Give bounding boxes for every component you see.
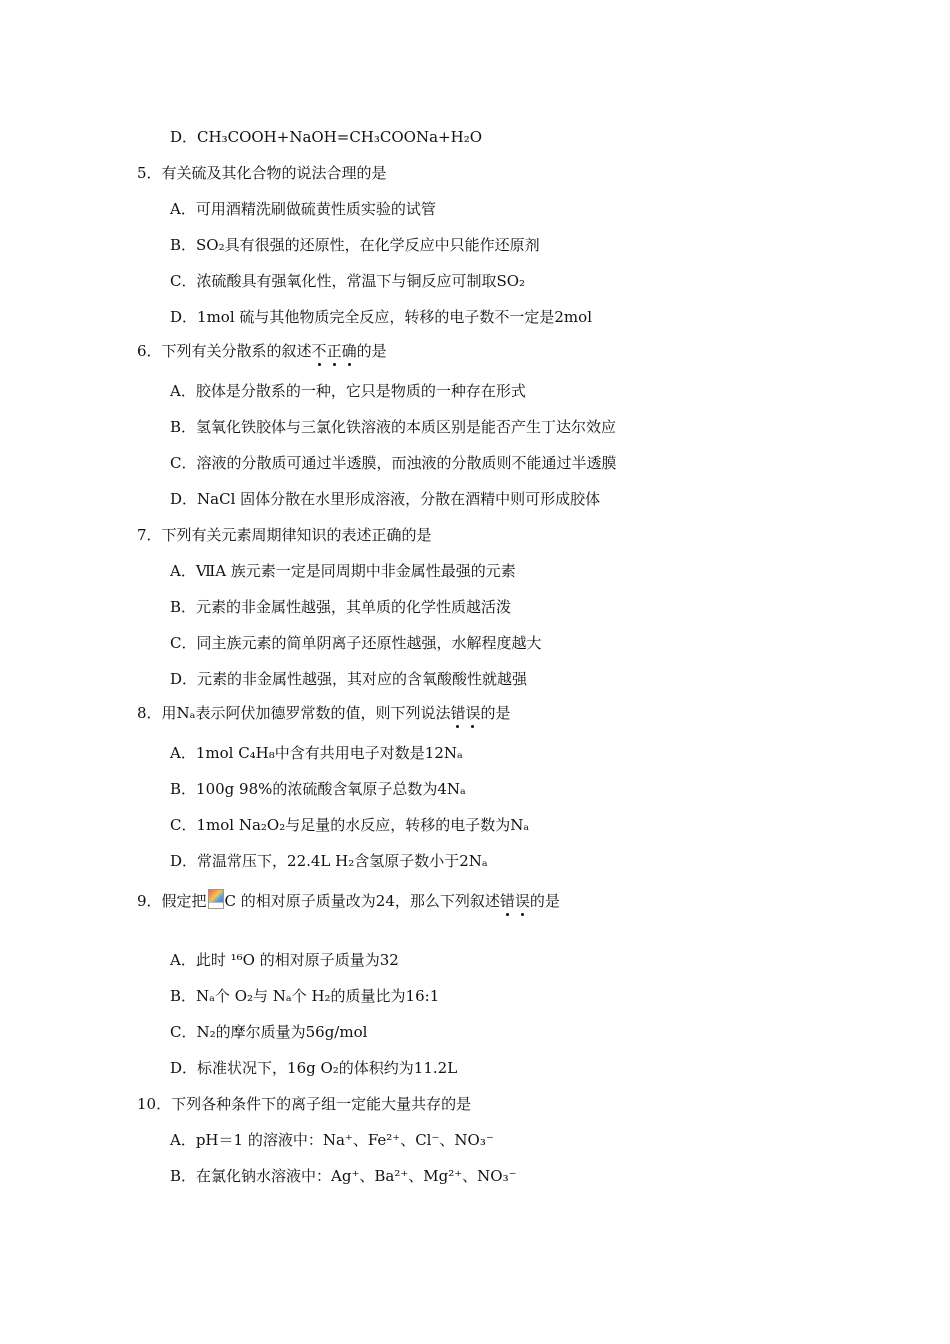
q9-stem-middle: C 的相对原子质量改为24，那么下列叙述 (224, 892, 500, 910)
q8-emphasis-1: 错 (450, 704, 466, 722)
q4-option-d: D．CH₃COOH+NaOH=CH₃COONa+H₂O (170, 128, 483, 146)
q6-stem-text: 6．下列有关分散系的叙述 (137, 342, 312, 360)
q9-emphasis-1: 错 (499, 892, 515, 910)
q8-option-c: C．1mol Na₂O₂与足量的水反应，转移的电子数为Nₐ (170, 816, 530, 834)
q6-stem-end: 的是 (356, 342, 387, 360)
q6-option-a: A．胶体是分散系的一种，它只是物质的一种存在形式 (170, 382, 526, 400)
q7-option-a: A．ⅦA 族元素一定是同周期中非金属性最强的元素 (170, 562, 516, 580)
q5-option-c: C．浓硫酸具有强氧化性，常温下与铜反应可制取SO₂ (170, 272, 526, 290)
q8-stem (137, 703, 511, 723)
q9-option-d: D．标准状况下，16g O₂的体积约为11.2L (170, 1059, 458, 1077)
q7-option-c: C．同主族元素的简单阴离子还原性越强，水解程度越大 (170, 634, 542, 652)
q7-stem: 7．下列有关元素周期律知识的表述正确的是 (137, 526, 432, 544)
q9-option-a: A．此时 ¹⁶O 的相对原子质量为32 (170, 951, 399, 969)
q8-stem-end: 的是 (480, 704, 511, 722)
q9-stem-end: 的是 (529, 892, 560, 910)
q6-option-d: D．NaCl 固体分散在水里形成溶液，分散在酒精中则可形成胶体 (170, 490, 601, 508)
q8-emphasis-2: 误 (465, 704, 481, 722)
q9-option-b: B．Nₐ个 O₂与 Nₐ个 H₂的质量比为16:1 (170, 987, 440, 1005)
q10-option-b: B．在氯化钠水溶液中：Ag⁺、Ba²⁺、Mg²⁺、NO₃⁻ (170, 1167, 517, 1185)
q10-stem: 10．下列各种条件下的离子组一定能大量共存的是 (137, 1095, 472, 1113)
q6-emphasis-3: 确 (341, 342, 357, 360)
q8-stem-text: 8．用Nₐ表示阿伏加德罗常数的值，则下列说法 (137, 704, 451, 722)
q8-option-b: B．100g 98%的浓硫酸含氧原子总数为4Nₐ (170, 780, 466, 798)
q5-option-d: D．1mol 硫与其他物质完全反应，转移的电子数不一定是2mol (170, 308, 592, 326)
q5-stem: 5．有关硫及其化合物的说法合理的是 (137, 164, 387, 182)
q6-emphasis-2: 正 (326, 342, 342, 360)
q8-option-d: D．常温常压下，22.4L H₂含氢原子数小于2Nₐ (170, 852, 488, 870)
q5-option-b: B．SO₂具有很强的还原性，在化学反应中只能作还原剂 (170, 236, 540, 254)
q7-option-b: B．元素的非金属性越强，其单质的化学性质越活泼 (170, 598, 512, 616)
q7-option-d: D．元素的非金属性越强，其对应的含氧酸酸性就越强 (170, 670, 528, 688)
q6-option-c: C．溶液的分散质可通过半透膜，而浊液的分散质则不能通过半透膜 (170, 454, 617, 472)
broken-image-icon (208, 889, 224, 909)
q5-option-a: A．可用酒精洗刷做硫黄性质实验的试管 (170, 200, 436, 218)
q6-stem (137, 341, 387, 361)
q8-option-a: A．1mol C₄H₈中含有共用电子对数是12Nₐ (170, 744, 463, 762)
q9-stem-text: 9．假定把 (137, 892, 207, 910)
q9-emphasis-2: 误 (514, 892, 530, 910)
q9-option-c: C．N₂的摩尔质量为56g/mol (170, 1023, 368, 1041)
q10-option-a: A．pH＝1 的溶液中：Na⁺、Fe²⁺、Cl⁻、NO₃⁻ (170, 1131, 494, 1149)
q9-stem (137, 889, 560, 911)
q6-emphasis-1: 不 (311, 342, 327, 360)
q6-option-b: B．氢氧化铁胶体与三氯化铁溶液的本质区别是能否产生丁达尔效应 (170, 418, 617, 436)
